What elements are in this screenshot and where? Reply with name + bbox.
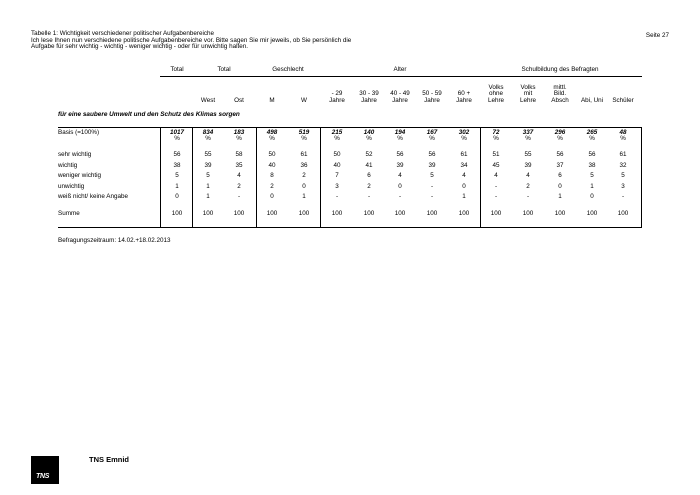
table-cell: 1 <box>206 183 210 190</box>
column-header: Abi, Uni <box>580 97 604 104</box>
column-header: 50 - 59 <box>422 90 442 98</box>
column-header: Ost <box>234 97 244 104</box>
basis-unit: % <box>557 135 563 142</box>
table-cell: 5 <box>206 172 210 179</box>
summe-value: 100 <box>266 210 278 217</box>
basis-value: 302 <box>458 129 470 136</box>
basis-value: 183 <box>233 129 245 136</box>
column-header: - 29 <box>331 90 343 98</box>
table-cell: 56 <box>173 151 181 158</box>
basis-value: 215 <box>331 129 343 136</box>
summe-value: 100 <box>171 210 183 217</box>
basis-value: 498 <box>266 129 278 136</box>
basis-unit: % <box>525 135 531 142</box>
column-header: Schüler <box>612 97 634 104</box>
table-cell: - <box>335 193 339 200</box>
table-cell: 2 <box>270 183 274 190</box>
table-cell: 5 <box>430 172 434 179</box>
summe-value: 100 <box>202 210 214 217</box>
basis-unit: % <box>620 135 626 142</box>
table-cell: 40 <box>268 162 276 169</box>
footnote: Befragungszeitraum: 14.02.+18.02.2013 <box>58 237 171 244</box>
column-header: Absch <box>551 97 569 104</box>
basis-unit: % <box>205 135 211 142</box>
summe-value: 100 <box>233 210 245 217</box>
row-label: weniger wichtig <box>58 172 102 179</box>
table-header <box>31 31 351 51</box>
basis-unit: % <box>334 135 340 142</box>
table-cell: - <box>494 183 498 190</box>
table-cell: 38 <box>588 162 596 169</box>
table-cell: 1 <box>590 183 594 190</box>
table-cell: 5 <box>175 172 179 179</box>
table-cell: 0 <box>590 193 594 200</box>
table-cell: - <box>398 193 402 200</box>
table-cell: 34 <box>460 162 468 169</box>
summe-value: 100 <box>426 210 438 217</box>
basis-unit: % <box>236 135 242 142</box>
table-cell: 0 <box>175 193 179 200</box>
table-cell: 39 <box>428 162 436 169</box>
table-cell: 2 <box>237 183 241 190</box>
basis-unit: % <box>366 135 372 142</box>
table-cell: 55 <box>524 151 532 158</box>
basis-value: 519 <box>298 129 310 136</box>
group-total: Total <box>170 66 184 73</box>
table-cell: 35 <box>235 162 243 169</box>
table-cell: 50 <box>268 151 276 158</box>
column-header: Jahre <box>361 97 377 104</box>
table-cell: 0 <box>398 183 402 190</box>
row-label: unwichtig <box>58 183 85 190</box>
table-title: Tabelle 1: Wichtigkeit verschiedener politischer Aufgabenbereiche <box>31 30 215 37</box>
table-cell: 39 <box>524 162 532 169</box>
column-header: West <box>200 97 216 104</box>
summe-value: 100 <box>522 210 534 217</box>
table-cell: 1 <box>206 193 210 200</box>
table-cell: 50 <box>333 151 341 158</box>
table-cell: 0 <box>270 193 274 200</box>
summe-value: 100 <box>554 210 566 217</box>
column-header: Jahre <box>456 97 472 104</box>
table-cell: 61 <box>300 151 308 158</box>
column-divider <box>160 127 161 227</box>
basis-unit: % <box>493 135 499 142</box>
basis-label: Basis (=100%) <box>58 129 100 136</box>
table-cell: 39 <box>204 162 212 169</box>
column-header: 40 - 49 <box>390 90 410 98</box>
table-cell: 8 <box>270 172 274 179</box>
table-cell: - <box>237 193 241 200</box>
table-cell: 37 <box>556 162 564 169</box>
basis-unit: % <box>397 135 403 142</box>
column-header: Jahre <box>329 97 345 104</box>
group-schulbildung: Schulbildung des Befragten <box>521 66 599 73</box>
table-cell: - <box>526 193 530 200</box>
column-divider <box>256 127 257 227</box>
column-header: Jahre <box>424 97 440 104</box>
group-rule <box>160 76 642 77</box>
basis-value: 834 <box>202 129 214 136</box>
table-cell: 55 <box>204 151 212 158</box>
basis-unit: % <box>174 135 180 142</box>
column-header: 60 + <box>457 90 471 98</box>
basis-unit: % <box>589 135 595 142</box>
table-cell: 3 <box>335 183 339 190</box>
table-cell: 41 <box>365 162 373 169</box>
table-cell: 39 <box>396 162 404 169</box>
table-cell: 51 <box>492 151 500 158</box>
table-cell: 5 <box>590 172 594 179</box>
basis-value: 72 <box>492 129 500 136</box>
page-number: Seite 27 <box>645 32 669 39</box>
basis-value: 1017 <box>169 129 185 136</box>
tns-logo-icon: TNS <box>31 456 59 484</box>
basis-value: 48 <box>619 129 627 136</box>
table-cell: 56 <box>588 151 596 158</box>
company-name: TNS Emnid <box>89 455 130 464</box>
basis-unit: % <box>461 135 467 142</box>
column-header: Jahre <box>392 97 408 104</box>
table-cell: 1 <box>462 193 466 200</box>
table-cell: - <box>367 193 371 200</box>
column-header: ohne <box>488 90 504 98</box>
item-subtitle: für eine saubere Umwelt und den Schutz des Klimas sorgen <box>58 111 240 118</box>
table-cell: 1 <box>558 193 562 200</box>
question-line-1: Ich lese Ihnen nun verschiedene politische Aufgabenbereiche vor. Bitte sagen Sie mir jeweils, ob Sie persönlich die <box>31 36 352 44</box>
table-cell: 38 <box>173 162 181 169</box>
basis-value: 296 <box>554 129 566 136</box>
table-cell: 0 <box>462 183 466 190</box>
summe-value: 100 <box>586 210 598 217</box>
summe-value: 100 <box>363 210 375 217</box>
table-cell: 61 <box>460 151 468 158</box>
table-cell: 5 <box>621 172 625 179</box>
question-line-2: Aufgabe für sehr wichtig - wichtig - weniger wichtig - oder für unwichtig halten. <box>31 43 248 51</box>
table-cell: 4 <box>526 172 530 179</box>
table-cell: 40 <box>333 162 341 169</box>
column-header: Lehre <box>487 97 505 104</box>
summe-value: 100 <box>331 210 343 217</box>
table-cell: 56 <box>396 151 404 158</box>
table-cell: 3 <box>621 183 625 190</box>
table-bottom-rule <box>58 227 642 228</box>
row-label: wichtig <box>58 162 78 169</box>
column-header: mit <box>523 90 533 98</box>
table-cell: 36 <box>300 162 308 169</box>
column-header: Volks <box>520 83 536 91</box>
basis-value: 140 <box>363 129 375 136</box>
table-cell: 32 <box>619 162 627 169</box>
column-header: W <box>301 97 307 104</box>
summe-label: Summe <box>58 210 80 217</box>
table-cell: - <box>430 183 434 190</box>
column-header: Volks <box>488 83 504 91</box>
basis-value: 265 <box>586 129 598 136</box>
table-cell: 6 <box>367 172 371 179</box>
table-cell: 7 <box>335 172 339 179</box>
row-label: weiß nicht/ keine Angabe <box>58 193 129 200</box>
group-geschlecht: Geschlecht <box>272 66 304 73</box>
basis-unit: % <box>269 135 275 142</box>
table-cell: 6 <box>558 172 562 179</box>
table-cell: 56 <box>556 151 564 158</box>
table-cell: 4 <box>494 172 498 179</box>
table-cell: 4 <box>237 172 241 179</box>
row-label: sehr wichtig <box>58 151 92 158</box>
table-cell: 0 <box>558 183 562 190</box>
table-cell: 4 <box>398 172 402 179</box>
column-header: Lehre <box>519 97 537 104</box>
column-divider <box>480 127 481 227</box>
table-cell: 1 <box>175 183 179 190</box>
summe-value: 100 <box>394 210 406 217</box>
column-header: Bild. <box>553 90 567 98</box>
group-total-region: Total <box>217 66 231 73</box>
table-cell: 52 <box>365 151 373 158</box>
table-cell: 1 <box>302 193 306 200</box>
table-cell: 58 <box>235 151 243 158</box>
table-cell: 2 <box>367 183 371 190</box>
basis-value: 337 <box>522 129 534 136</box>
table-cell: 4 <box>462 172 466 179</box>
summe-value: 100 <box>298 210 310 217</box>
table-cell: 2 <box>526 183 530 190</box>
column-divider <box>320 127 321 227</box>
column-header: M <box>269 97 275 104</box>
table-cell: - <box>494 193 498 200</box>
table-cell: 0 <box>302 183 306 190</box>
basis-value: 194 <box>394 129 406 136</box>
group-alter: Alter <box>393 66 407 73</box>
table-top-rule <box>58 127 642 128</box>
column-header: mittl. <box>553 83 567 91</box>
column-divider <box>641 127 642 227</box>
summe-value: 100 <box>490 210 502 217</box>
summe-value: 100 <box>617 210 629 217</box>
column-header: 30 - 39 <box>359 90 379 98</box>
basis-unit: % <box>429 135 435 142</box>
basis-unit: % <box>301 135 307 142</box>
table-cell: - <box>621 193 625 200</box>
summe-value: 100 <box>458 210 470 217</box>
basis-value: 167 <box>426 129 438 136</box>
table-cell: 2 <box>302 172 306 179</box>
table-cell: 45 <box>492 162 500 169</box>
column-divider <box>192 127 193 227</box>
table-cell: 56 <box>428 151 436 158</box>
table-cell: 61 <box>619 151 627 158</box>
table-cell: - <box>430 193 434 200</box>
